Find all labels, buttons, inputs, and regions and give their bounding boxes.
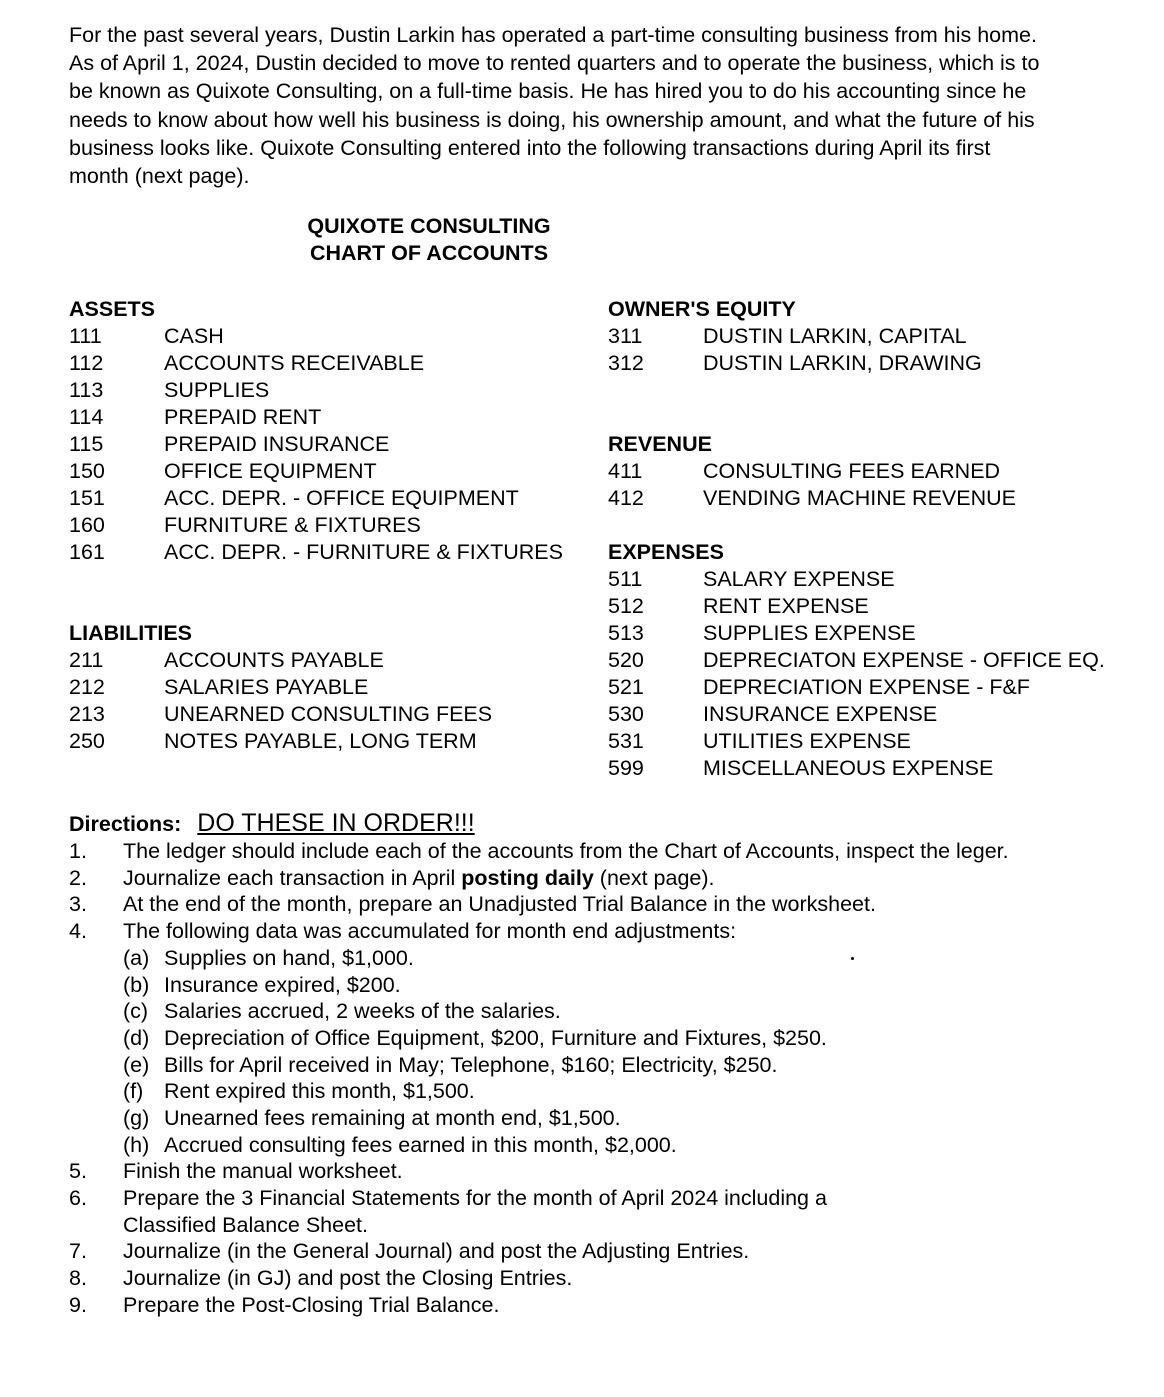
account-number: 531 — [608, 729, 644, 753]
account-name: PREPAID INSURANCE — [164, 432, 390, 456]
account-name: VENDING MACHINE REVENUE — [703, 486, 1016, 510]
intro-line: For the past several years, Dustin Larkin has operated a part-time consulting business from his home. — [69, 23, 1037, 47]
company-name: QUIXOTE CONSULTING — [307, 214, 551, 238]
step-text: The ledger should include each of the accounts from the Chart of Accounts, inspect the leger. — [123, 839, 1009, 863]
account-row — [608, 728, 911, 755]
account-number: 213 — [69, 702, 105, 726]
step-number: 5. — [69, 1159, 87, 1184]
step-number: 3. — [69, 892, 87, 917]
adjustment-letter: (f) — [123, 1079, 144, 1104]
adjustment-text: Unearned fees remaining at month end, $1,500. — [164, 1105, 621, 1130]
account-row — [69, 647, 384, 674]
adjustment-item — [69, 1025, 1149, 1052]
account-number: 150 — [69, 459, 105, 483]
account-row — [69, 539, 563, 566]
direction-step — [69, 918, 1149, 945]
step-text: Prepare the Post-Closing Trial Balance. — [123, 1292, 500, 1317]
directions-label: Directions: — [69, 812, 182, 836]
account-number: 151 — [69, 486, 105, 510]
stray-dot — [851, 957, 854, 960]
account-number: 160 — [69, 513, 105, 537]
account-number: 521 — [608, 675, 644, 699]
step-number: 9. — [69, 1292, 87, 1317]
account-number: 412 — [608, 486, 644, 510]
liabilities-heading: LIABILITIES — [69, 621, 193, 645]
adjustment-text: Bills for April received in May; Telephone, $160; Electricity, $250. — [164, 1052, 778, 1077]
step-text: Journalize (in the General Journal) and post the Adjusting Entries. — [123, 1239, 750, 1264]
step-text-bold: posting daily — [461, 865, 594, 890]
account-name: SALARY EXPENSE — [703, 567, 895, 591]
directions-heading — [69, 808, 1149, 838]
account-name: SUPPLIES EXPENSE — [703, 621, 916, 645]
account-row — [608, 566, 895, 593]
account-row — [608, 323, 967, 350]
direction-step — [69, 1185, 1149, 1238]
account-number: 513 — [608, 621, 644, 645]
direction-step — [69, 1238, 1149, 1265]
owners-equity-section — [608, 296, 982, 377]
account-row — [608, 647, 1105, 674]
account-name: CONSULTING FEES EARNED — [703, 459, 1001, 483]
adjustment-item — [69, 1132, 1149, 1159]
owners-equity-heading: OWNER'S EQUITY — [608, 297, 796, 321]
account-name: ACC. DEPR. - OFFICE EQUIPMENT — [164, 486, 519, 510]
account-row — [608, 701, 938, 728]
chart-of-accounts-title — [220, 213, 638, 267]
account-number: 250 — [69, 729, 105, 753]
step-number: 6. — [69, 1186, 87, 1211]
account-number: 114 — [69, 405, 104, 429]
account-name: SUPPLIES — [164, 378, 270, 402]
account-number: 211 — [69, 648, 104, 672]
account-row — [69, 674, 369, 701]
intro-paragraph — [69, 21, 1139, 190]
adjustment-item — [69, 972, 1149, 999]
adjustment-item — [69, 1105, 1149, 1132]
account-name: ACCOUNTS PAYABLE — [164, 648, 384, 672]
step-text — [123, 865, 1149, 892]
adjustment-item — [69, 945, 1149, 972]
account-number: 113 — [69, 378, 104, 402]
account-row — [69, 377, 270, 404]
direction-step — [69, 1292, 1149, 1319]
account-name: DUSTIN LARKIN, DRAWING — [703, 351, 982, 375]
adjustment-item — [69, 1078, 1149, 1105]
account-name: ACCOUNTS RECEIVABLE — [164, 351, 425, 375]
account-row — [69, 728, 477, 755]
account-name: MISCELLANEOUS EXPENSE — [703, 756, 994, 780]
account-row — [69, 431, 390, 458]
step-text: Journalize (in GJ) and post the Closing Entries. — [123, 1266, 573, 1291]
intro-line: month (next page). — [69, 164, 250, 189]
assets-heading: ASSETS — [69, 297, 156, 321]
account-number: 161 — [69, 540, 105, 564]
adjustment-text: Salaries accrued, 2 weeks of the salaries. — [164, 999, 561, 1024]
account-name: DEPRECIATON EXPENSE - OFFICE EQ. — [703, 648, 1105, 672]
step-text-part: Journalize each transaction in April — [123, 865, 462, 890]
adjustment-letter: (h) — [123, 1132, 150, 1157]
account-number: 411 — [608, 459, 643, 483]
intro-line: needs to know about how well his business is doing, his ownership amount, and what the future of his — [69, 107, 1035, 132]
account-name: PREPAID RENT — [164, 405, 322, 429]
step-number: 7. — [69, 1239, 87, 1264]
account-name: CASH — [164, 324, 224, 348]
account-number: 511 — [608, 567, 643, 591]
directions-section — [69, 808, 1149, 1319]
account-name: RENT EXPENSE — [703, 594, 869, 618]
account-name: NOTES PAYABLE, LONG TERM — [164, 729, 477, 753]
adjustment-letter: (g) — [123, 1105, 150, 1130]
revenue-section — [608, 431, 1016, 512]
adjustment-letter: (a) — [123, 945, 150, 970]
account-row — [608, 350, 982, 377]
direction-step — [69, 1158, 1149, 1185]
account-number: 512 — [608, 594, 644, 618]
account-number: 530 — [608, 702, 644, 726]
account-row — [69, 350, 425, 377]
step-text: Finish the manual worksheet. — [123, 1159, 403, 1184]
step-text: At the end of the month, prepare an Unadjusted Trial Balance in the worksheet. — [123, 892, 876, 917]
adjustment-text: Supplies on hand, $1,000. — [164, 945, 414, 970]
adjustment-item — [69, 998, 1149, 1025]
account-name: INSURANCE EXPENSE — [703, 702, 938, 726]
chart-heading: CHART OF ACCOUNTS — [309, 241, 549, 265]
step-number: 2. — [69, 865, 87, 890]
account-row — [608, 458, 1001, 485]
adjustment-text: Accrued consulting fees earned in this month, $2,000. — [164, 1132, 677, 1157]
step-number: 4. — [69, 919, 87, 944]
expenses-heading: EXPENSES — [608, 540, 724, 564]
adjustment-letter: (d) — [123, 1025, 150, 1050]
step-text: The following data was accumulated for month end adjustments: — [123, 919, 737, 944]
account-row — [608, 593, 869, 620]
expenses-section — [608, 539, 1105, 782]
account-row — [608, 620, 916, 647]
intro-line: As of April 1, 2024, Dustin decided to move to rented quarters and to operate the business, which is to — [69, 51, 1040, 76]
adjustment-letter: (e) — [123, 1052, 150, 1077]
step-text-part: (next page). — [593, 865, 715, 890]
adjustment-letter: (c) — [123, 999, 149, 1024]
direction-step — [69, 1265, 1149, 1292]
account-name: FURNITURE & FIXTURES — [164, 513, 421, 537]
account-number: 599 — [608, 756, 644, 780]
account-number: 115 — [69, 432, 104, 456]
step-text: Prepare the 3 Financial Statements for the month of April 2024 including a — [123, 1186, 827, 1211]
account-number: 212 — [69, 675, 105, 699]
account-name: UNEARNED CONSULTING FEES — [164, 702, 493, 726]
account-row — [69, 458, 377, 485]
intro-line: business looks like. Quixote Consulting entered into the following transactions during April its first — [69, 135, 991, 160]
account-row — [69, 323, 224, 350]
step-number: 1. — [69, 839, 87, 863]
account-row — [69, 485, 519, 512]
account-name: UTILITIES EXPENSE — [703, 729, 911, 753]
revenue-heading: REVENUE — [608, 432, 712, 456]
step-text-continued: Classified Balance Sheet. — [123, 1212, 369, 1237]
intro-line: be known as Quixote Consulting, on a full-time basis. He has hired you to do his accounting since he — [69, 79, 1027, 104]
direction-step — [69, 865, 1149, 892]
account-row — [69, 512, 421, 539]
direction-step — [69, 838, 1149, 865]
account-number: 112 — [69, 351, 104, 375]
account-row — [608, 674, 1030, 701]
account-number: 520 — [608, 648, 644, 672]
account-name: OFFICE EQUIPMENT — [164, 459, 377, 483]
liabilities-section — [69, 620, 493, 755]
account-number: 311 — [608, 324, 643, 348]
adjustment-text: Rent expired this month, $1,500. — [164, 1079, 475, 1104]
adjustment-item — [69, 1052, 1149, 1079]
account-row — [608, 485, 1016, 512]
adjustment-letter: (b) — [123, 972, 150, 997]
adjustment-text: Insurance expired, $200. — [164, 972, 401, 997]
account-row — [69, 701, 493, 728]
account-number: 111 — [69, 324, 102, 348]
adjustment-text: Depreciation of Office Equipment, $200, Furniture and Fixtures, $250. — [164, 1025, 827, 1050]
step-number: 8. — [69, 1266, 87, 1291]
account-name: DEPRECIATION EXPENSE - F&F — [703, 675, 1030, 699]
account-name: DUSTIN LARKIN, CAPITAL — [703, 324, 967, 348]
account-name: ACC. DEPR. - FURNITURE & FIXTURES — [164, 540, 563, 564]
directions-emphasis: DO THESE IN ORDER!!! — [197, 809, 475, 837]
account-row — [608, 755, 994, 782]
account-number: 312 — [608, 351, 644, 375]
direction-step — [69, 891, 1149, 918]
assets-section — [69, 296, 563, 566]
account-name: SALARIES PAYABLE — [164, 675, 369, 699]
account-row — [69, 404, 322, 431]
